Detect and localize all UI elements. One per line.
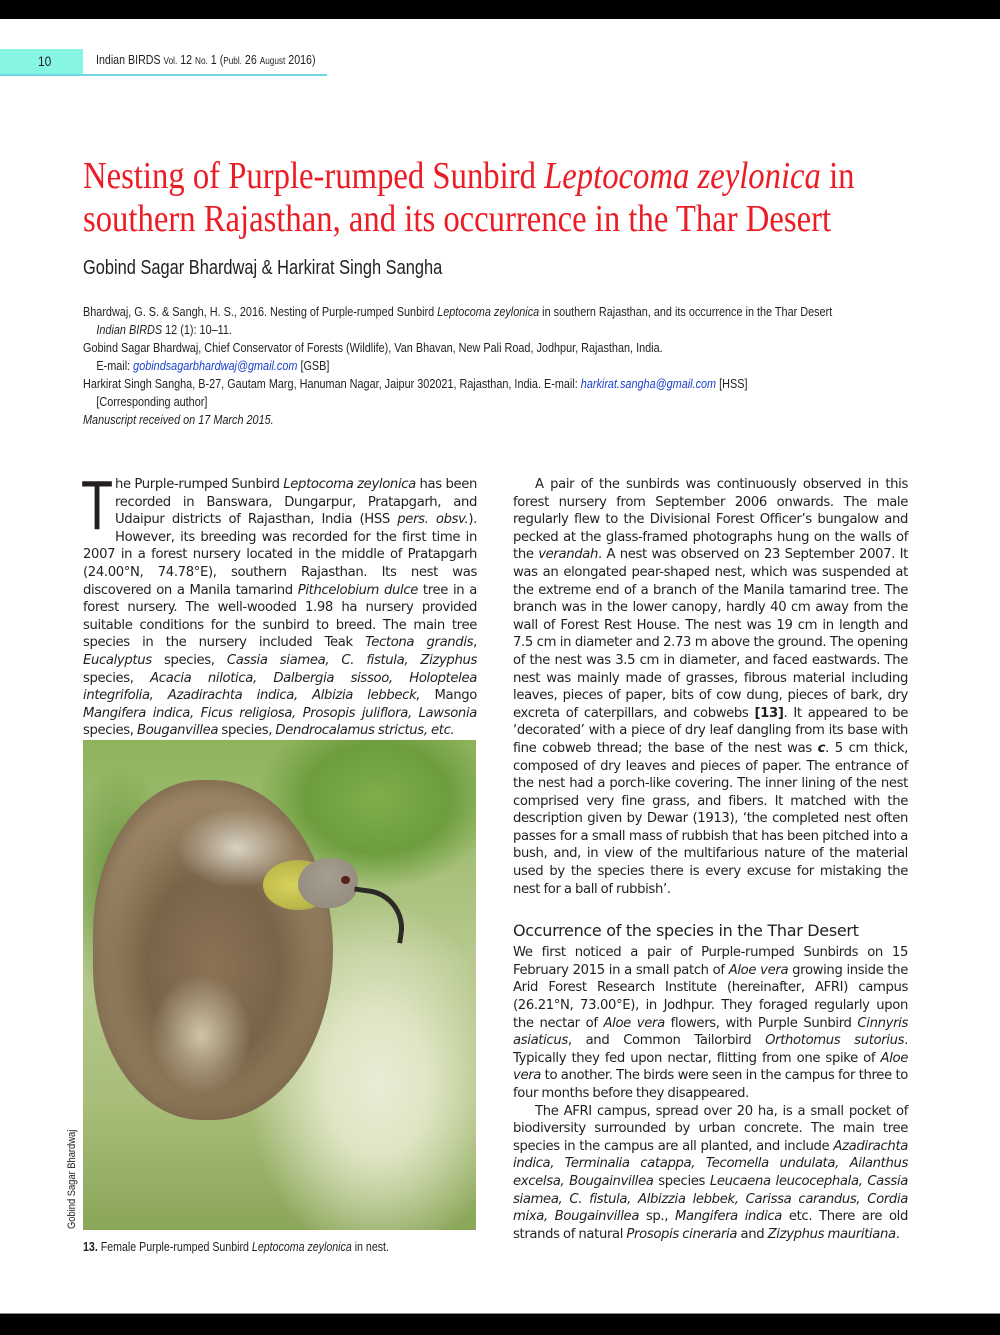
text: , [473,635,478,651]
journal-name: Indian BIRDS [96,52,161,67]
text: has been recorded in Banswara, Dungarpur, Pratapgarh, and Udaipur districts of Rajasthan, India (HSS [115,477,477,528]
figure-number: 13. [83,1240,98,1254]
text: . 5 cm thick, composed of dry leaves and pieces of paper. The entrance of the nest had a porch-like covering. The inner lining of the nest comprised very fine grass, and fibers. It matched with the description given by Dewar (1913), ‘the completed nest often passes for a small mass of rubbish that has been pitched into a bush, and, in view of the multifarious nature of the material used by the species there is every excuse for mistaking the nest for a ball of rubbish’. [513,740,908,897]
sunbird-nest-photo [83,740,476,1230]
text: . Typically they fed upon nectar, flitting from one spike of [513,1033,908,1066]
figure-reference-link[interactable]: [13] [754,705,784,721]
caption-text: Female Purple-rumped Sunbird [97,1240,252,1254]
publ-year: 2016) [288,52,316,67]
publ-label: Publ. [223,56,242,67]
affiliation-1: Gobind Sagar Bhardwaj, Chief Conservator of Forests (Wildlife), Van Bhavan, New Pali Road, Jodhpur, Rajasthan, India. [83,340,663,355]
text: species [653,1173,710,1189]
received-date: Manuscript received on 17 March 2015. [83,412,274,427]
species-name: Bouganvillea [137,723,219,739]
citation-volume: 12 (1): 10–11. [162,322,232,337]
email-link-hss[interactable]: harkirat.sangha@gmail.com [580,376,717,391]
number-label: No. [195,56,208,67]
species-name: Mangifera indica, Ficus religiosa, Prosopis juliflora, Lawsonia [83,705,477,721]
species-name: Acacia nilotica, Dalbergia sissoo, Holoptelea integrifolia, Azadirachta indica, Albizia lebbeck, [83,670,477,704]
citation-journal: Indian BIRDS [96,322,163,337]
text: Mango [420,688,477,704]
bird-beak [348,886,409,943]
volume: 12 [180,52,193,67]
species-name: Leptocoma zeylonica [283,477,416,492]
paragraph-intro [81,466,478,740]
author-tag: [HSS] [716,376,748,391]
corresponding-author-note: [Corresponding author] [96,394,208,409]
top-black-bar [0,0,1000,19]
text: , and Common Tailorbird [567,1033,766,1049]
bottom-black-bar [0,1313,1000,1335]
running-head [0,49,330,75]
text: tree in a forest nursery. The well-wooded 1.98 ha nursery provided suitable conditions for the sunbird to breed. The main tree species in the nursery included Teak [83,582,477,651]
photo-credit: Gobind Sagar Bhardwaj [66,1129,78,1229]
volume-label: Vol. [163,56,178,67]
species-name: Dendrocalamus strictus, etc. [275,723,455,739]
affiliation-text: Harkirat Singh Sangha, B-27, Gautam Marg, Hanuman Nagar, Jaipur 302021, Rajasthan, India. E-mail: [83,376,581,391]
species-name: Eucalyptus [83,652,152,668]
publ-month: August [259,56,286,67]
text: etc. There are old strands of natural [513,1209,908,1242]
journal-citation-line [96,52,316,67]
manuscript-received [83,411,918,429]
nest-shape [93,780,333,1120]
article-title [83,155,855,241]
text: . It appeared to be ‘decorated’ with a piece of dry leaf dangling from its base with fine cobweb thread; the base of the nest was [513,705,908,756]
text: to another. The birds were seen in the campus for three to four months before they disappeared. [513,1068,908,1101]
bird-eye [341,876,350,884]
species-name: Tectona grandis [365,635,474,651]
section-heading: Occurrence of the species in the Thar Desert [513,921,859,941]
bird-head [298,858,358,908]
species-name: Mangifera indica [674,1209,783,1225]
drop-cap: T [81,466,113,544]
paren-open: ( [219,52,224,67]
citation-text: in southern Rajasthan, and its occurrence in the Thar Desert [539,304,833,319]
text: . [895,1226,900,1242]
title-text: Nesting of Purple-rumped Sunbird [83,155,545,197]
page-number: 10 [38,53,52,69]
species-name: Aloe vera [728,962,789,978]
species-name: Orthotomus sutorius [765,1033,905,1049]
species-name: Azadirachta indica, Terminalia catappa, Tecomella undulata, Ailanthus excelsa, Bougainvillea [513,1138,908,1189]
email-line-1 [83,357,918,375]
text: species, [83,723,137,739]
species-name: Pithcelobium dulce [297,582,418,598]
right-column [513,476,908,1243]
article-metadata [83,303,918,429]
citation-species: Leptocoma zeylonica [437,304,540,319]
italic-text: verandah [538,547,598,563]
author-tag: [GSB] [297,358,330,373]
species-name: Zizyphus mauritiana [767,1226,896,1242]
text: species, [83,670,151,686]
citation [83,303,918,321]
species-name: Cassia siamea, C. fistula, Zizyphus [226,652,477,668]
title-text: in [820,155,855,197]
caption-species: Leptocoma zeylonica [251,1240,352,1254]
text: sp., [639,1209,675,1225]
circa-abbrev: c [817,740,826,756]
paragraph-nest-description [513,476,908,898]
text: . A nest was observed on 23 September 2007. It was an elongated pear-shaped nest, which was suspended at the extreme end of a branch of the Manila tamarind tree. The branch was in the lower canopy, hardly 40 cm away from the wall of Forest Rest House. The nest was 19 cm in length and 7.5 cm in diameter and 2.73 m above the ground. The opening of the nest was 3.5 cm in diameter, and faced eastwards. The nest was mainly made of grasses, fibrous material including leaves, pieces of paper, bits of cow dung, pieces of bark, dry excreta of caterpillars, and cobwebs [513,547,908,721]
title-species: Leptocoma zeylonica [544,155,821,197]
text: ). However, its breeding was recorded for the first time in 2007 in a forest nursery located in the middle of Pratapgarh (24.00°N, 74.78°E), southern Rajasthan. Its nest was discovered on a Manila tamarind [83,512,477,598]
text: he Purple-rumped Sunbird [115,477,284,492]
text: flowers, with Purple Sunbird [664,1015,858,1031]
species-name: Cinnyris asiaticus [513,1015,908,1049]
text: species, [151,652,227,668]
species-name: Aloe vera [513,1050,908,1084]
title-line-2: southern Rajasthan, and its occurrence in the Thar Desert [83,198,832,240]
citation-text: Bhardwaj, G. S. & Sangh, H. S., 2016. Nesting of Purple-rumped Sunbird [83,304,438,319]
text: The AFRI campus, spread over 20 ha, is a small pocket of biodiversity surrounded by urban concrete. The main tree species in the campus are all planted, and include [513,1103,908,1154]
species-name: Leucaena leucocephala, Cassia siamea, C. fistula, Albizzia lebbek, Carissa carandus, Cordia mixa, Bougainvillea [513,1173,908,1225]
text: growing inside the Arid Forest Research Institute (hereinafter, AFRI) campus (26.21°N, 73.00°E), in Jodhpur. They foraged regularly upon the nectar of [513,962,908,1031]
paragraph-thar-occurrence [513,944,908,1102]
species-name: Prosopis cineraria [626,1226,738,1242]
text: We first noticed a pair of Purple-rumped Sunbirds on 15 February 2015 in a small patch of [513,945,908,978]
paragraph-afri-campus [513,1103,908,1244]
email-label: E-mail: [96,358,134,373]
figure-caption [83,1240,389,1254]
left-column [81,466,478,740]
author-list: Gobind Sagar Bhardwaj & Harkirat Singh Sangha [83,257,443,279]
publ-day: 26 [244,52,257,67]
caption-text: in nest. [351,1240,389,1254]
email-link-gsb[interactable]: gobindsagarbhardwaj@gmail.com [133,358,298,373]
issue-number: 1 [210,52,217,67]
text: A pair of the sunbirds was continuously observed in this forest nursery from September 2006 onwards. The male regularly flew to the Divisional Forest Officer’s bungalow and pecked at the glass-framed photographs hung on the walls of the [513,477,908,563]
species-name: Aloe vera [603,1015,665,1031]
affiliation-2 [83,375,918,393]
italic-text: pers. obsv. [397,512,469,528]
citation-journal-line [83,321,918,339]
header-rule [0,74,327,76]
text: and [737,1226,768,1242]
text: species, [218,723,276,739]
